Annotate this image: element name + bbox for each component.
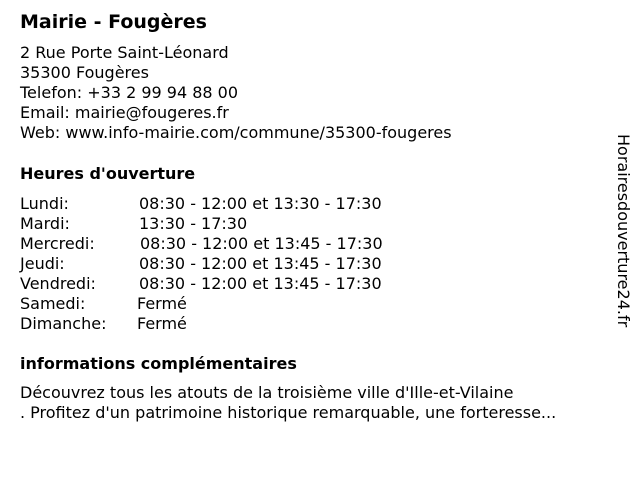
hours-day: Dimanche:	[20, 314, 107, 333]
hours-time: Fermé	[137, 314, 187, 333]
info-heading: informations complémentaires	[20, 354, 297, 373]
hours-time: 08:30 - 12:00 et 13:30 - 17:30	[139, 194, 382, 213]
hours-time: 08:30 - 12:00 et 13:45 - 17:30	[139, 254, 382, 273]
description-line: Découvrez tous les atouts de la troisième ville d'Ille-et-Vilaine	[20, 383, 514, 402]
hours-time: 13:30 - 17:30	[139, 214, 248, 233]
website-url: Web: www.info-mairie.com/commune/35300-fougeres	[20, 123, 452, 142]
hours-heading: Heures d'ouverture	[20, 164, 196, 183]
brand-watermark: Horairesdouverture24.fr	[614, 134, 633, 328]
page-title: Mairie - Fougères	[20, 11, 207, 33]
description-block	[20, 383, 556, 423]
description-line: . Profitez d'un patrimoine historique remarquable, une forteresse...	[20, 403, 557, 422]
address-block	[20, 43, 452, 143]
hours-time: 08:30 - 12:00 et 13:45 - 17:30	[139, 274, 382, 293]
hours-day: Vendredi:	[20, 274, 96, 293]
hours-day: Jeudi:	[20, 254, 65, 273]
hours-time: 08:30 - 12:00 et 13:45 - 17:30	[140, 234, 383, 253]
postal-city: 35300 Fougères	[20, 63, 149, 82]
hours-day: Lundi:	[20, 194, 69, 213]
hours-day: Samedi:	[20, 294, 86, 313]
hours-time: Fermé	[137, 294, 187, 313]
hours-day: Mercredi:	[20, 234, 95, 253]
email-address: Email: mairie@fougeres.fr	[20, 103, 229, 122]
hours-day: Mardi:	[20, 214, 70, 233]
phone-number: Telefon: +33 2 99 94 88 00	[20, 83, 239, 102]
street-address: 2 Rue Porte Saint-Léonard	[20, 43, 229, 62]
